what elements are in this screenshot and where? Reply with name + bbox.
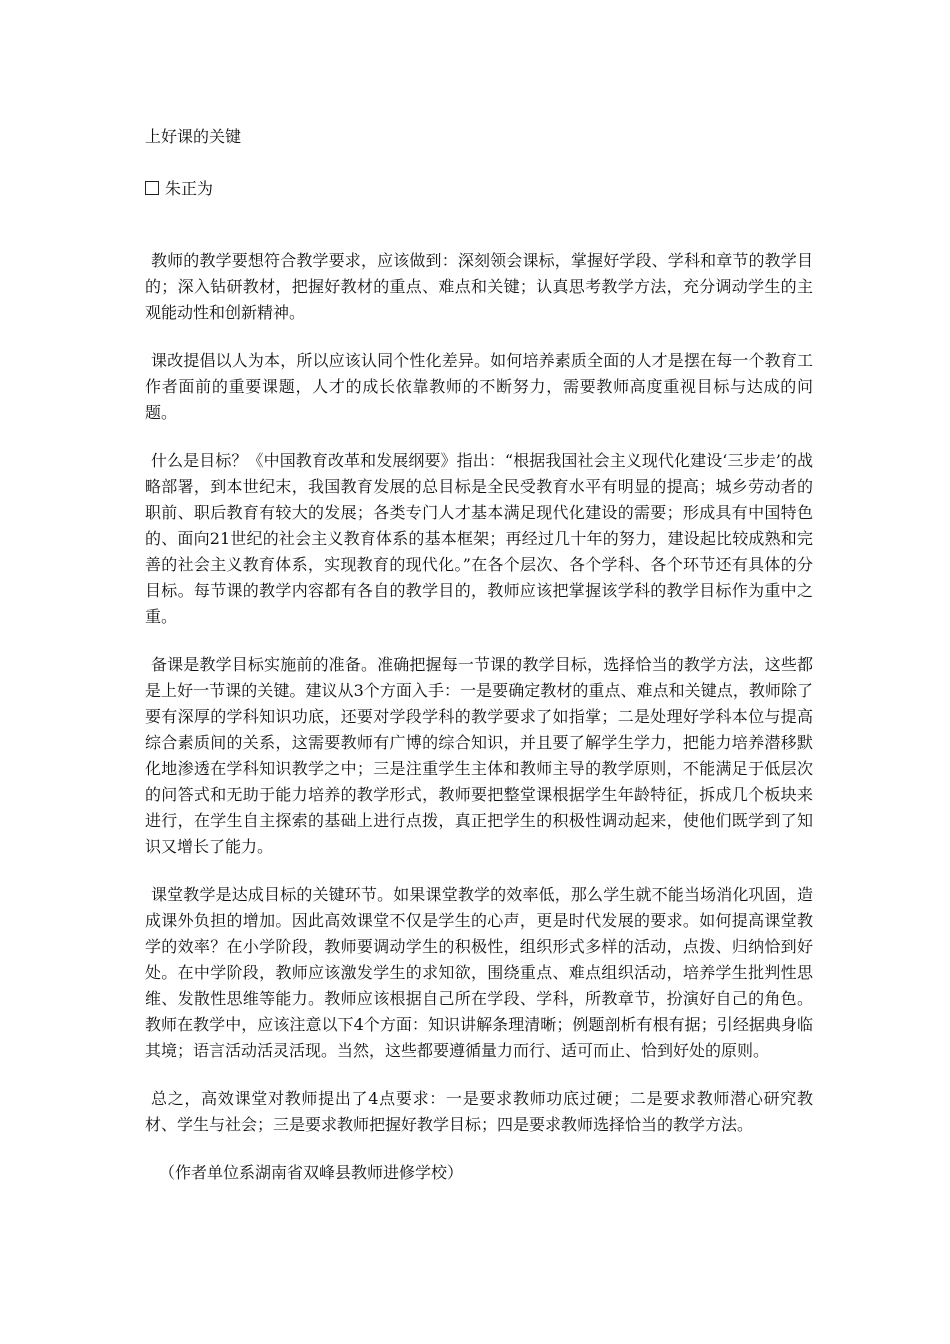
paragraph-5: 课堂教学是达成目标的关键环节。如果课堂教学的效率低，那么学生就不能当场消化巩固，造成课外负担的增加。因此高效课堂不仅是学生的心声，更是时代发展的要求。如何提高课堂教学的效率？在小学阶段，教师要调动学生的积极性，组织形式多样的活动，点拨、归纳恰到好处。在中学阶段，教师应该激发学生的求知欲，围绕重点、难点组织活动，培养学生批判性思维、发散性思维等能力。教师应该根据自己所在学段、学科，所教章节，扮演好自己的角色。教师在教学中，应该注意以下4个方面：知识讲解条理清晰；例题剖析有根有据；引经据典身临其境；语言活动活灵活现。当然，这些都要遵循量力而行、适可而止、恰到好处的原则。 [145,885,813,1060]
paragraph-6: 总之，高效课堂对教师提出了4点要求：一是要求教师功底过硬；二是要求教师潜心研究教材、学生与社会；三是要求教师把握好教学目标；四是要求教师选择恰当的教学方法。 [145,1089,813,1134]
paragraph-1: 教师的教学要想符合教学要求，应该做到：深刻领会课标，掌握好学段、学科和章节的教学目的；深入钻研教材，把握好教材的重点、难点和关键；认真思考教学方法，充分调动学生的主观能动性和创新精神。 [145,251,813,322]
paragraph-3: 什么是目标？《中国教育改革和发展纲要》指出：“根据我国社会主义现代化建设‘三步走’的战略部署，到本世纪末，我国教育发展的总目标是全民受教育水平有明显的提高；城乡劳动者的职前、职后教育有较大的发展；各类专门人才基本满足现代化建设的需要；形成具有中国特色的、面向21世纪的社会主义教育体系的基本框架；再经过几十年的努力，建设起比较成熟和完善的社会主义教育体系，实现教育的现代化。”在各个层次、各个学科、各个环节还有具体的分目标。每节课的教学内容都有各自的教学目的，教师应该把掌握该学科的教学目标作为重中之重。 [145,451,813,626]
article-body [145,248,813,1186]
author-affiliation: （作者单位系湖南省双峰县教师进修学校） [159,1163,464,1182]
author-line [145,176,813,202]
document-page [145,124,813,1186]
box-glyph-icon [145,181,159,195]
article-title: 上好课的关键 [145,127,242,146]
paragraph-2: 课改提倡以人为本，所以应该认同个性化差异。如何培养素质全面的人才是摆在每一个教育工作者面前的重要课题，人才的成长依靠教师的不断努力，需要教师高度重视目标与达成的问题。 [145,351,813,422]
paragraph-4: 备课是教学目标实施前的准备。准确把握每一节课的教学目标，选择恰当的教学方法，这些都是上好一节课的关键。建议从3个方面入手：一是要确定教材的重点、难点和关键点，教师除了要有深厚的学科知识功底，还要对学段学科的教学要求了如指掌；二是处理好学科本位与提高综合素质间的关系，这需要教师有广博的综合知识，并且要了解学生学力，把能力培养潜移默化地渗透在学科知识教学之中；三是注重学生主体和教师主导的教学原则，不能满足于低层次的问答式和无助于能力培养的教学形式，教师要把整堂课根据学生年龄特征，拆成几个板块来进行，在学生自主探索的基础上进行点拨，真正把学生的积极性调动起来，使他们既学到了知识又增长了能力。 [145,655,813,856]
author-name: 朱正为 [165,179,214,198]
